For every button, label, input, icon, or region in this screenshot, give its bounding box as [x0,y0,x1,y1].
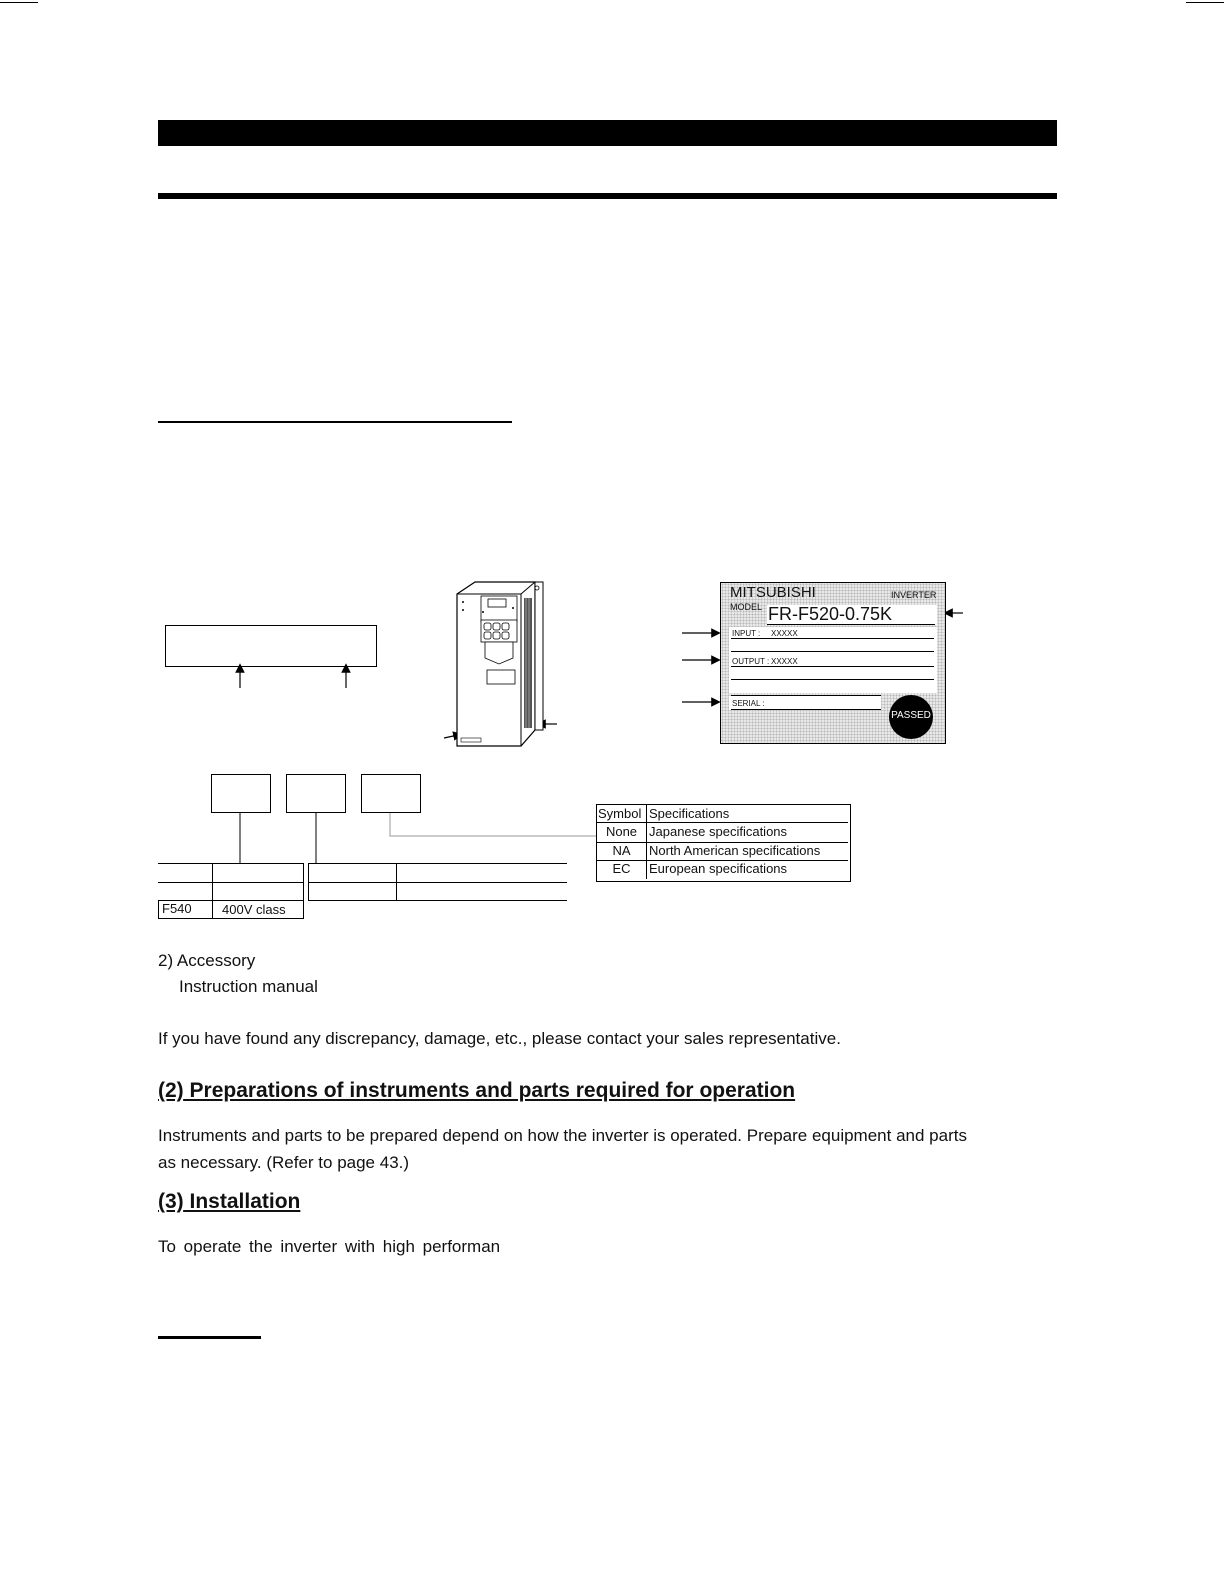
class-table2-line-top [308,863,567,864]
rating-plate-output-label: OUTPUT : [732,657,770,666]
class-table2-line-bottom [308,900,567,901]
class-table-line-mid [158,882,303,883]
class-table [158,863,568,920]
section-3-title: Installation [189,1190,301,1213]
class-table2-vline-1 [308,863,309,901]
spec-header-symbol: Symbol [598,806,642,821]
rating-plate-output-value: XXXXX [771,657,798,666]
class-table-line-top [158,863,303,864]
passed-stamp-label: PASSED [891,710,931,721]
rating-plate-input-value: XXXXX [771,629,798,638]
inverter-illustration [455,580,550,750]
rating-plate-model-label: MODEL [730,602,763,612]
model-code-box-2 [286,774,346,813]
spec-row-3-spec: European specifications [649,861,788,876]
spec-row-1-symbol: None [605,824,638,839]
section-2-heading [158,1079,795,1103]
rating-plate-brand: MITSUBISHI [730,584,816,601]
contact-note: If you have found any discrepancy, damage, etc., please contact your sales representative. [158,1029,841,1048]
serial-line [731,709,881,710]
input-line-2 [731,651,934,652]
model-code-box-1 [211,774,271,813]
section-2-body-line-1: Instruments and parts to be prepared depend on how the inverter is operated. Prepare equipment and parts [158,1126,967,1145]
section-2-title: Preparations of instruments and parts required for operation [189,1079,796,1102]
spec-header-spec: Specifications [649,806,730,821]
rating-plate-serial-label: SERIAL : [732,699,765,708]
section-2-number: (2) [158,1079,184,1102]
bottom-heading-underline [158,1336,261,1339]
accessory-item: Instruction manual [179,977,318,996]
class-table-vline-1 [212,863,213,919]
accessory-heading: 2) Accessory [158,951,256,970]
class-table2-line-mid [308,882,567,883]
section-3-number: (3) [158,1190,184,1213]
input-line-1 [731,638,934,639]
spec-table [596,804,851,882]
class-cell-symbol: F540 [162,901,192,916]
spec-row-1-spec: Japanese specifications [649,824,788,839]
spec-row-3-symbol: EC [612,861,631,876]
spec-row-2-symbol: NA [612,843,631,858]
output-line-2 [731,679,934,680]
rating-plate-input-colon: : [758,629,761,638]
class-table2-vline-2 [396,863,397,901]
rating-plate-input-label: INPUT [732,629,756,638]
model-code-box-3 [361,774,421,813]
section-2-body-line-2: as necessary. (Refer to page 43.) [158,1153,410,1172]
model-underline [767,624,935,625]
section-3-heading [158,1190,300,1214]
class-table-vline-left [158,900,159,919]
section-3-body: To operate the inverter with high performan [158,1237,501,1256]
spec-row-2-spec: North American specifications [649,843,821,858]
rating-plate-type: INVERTER [891,590,937,600]
class-cell-voltage: 400V class [222,902,286,917]
rating-plate-model-value: FR-F520-0.75K [768,604,893,624]
rating-plate [720,582,946,744]
class-table-vline-2 [303,863,304,919]
output-line-1 [731,666,934,667]
